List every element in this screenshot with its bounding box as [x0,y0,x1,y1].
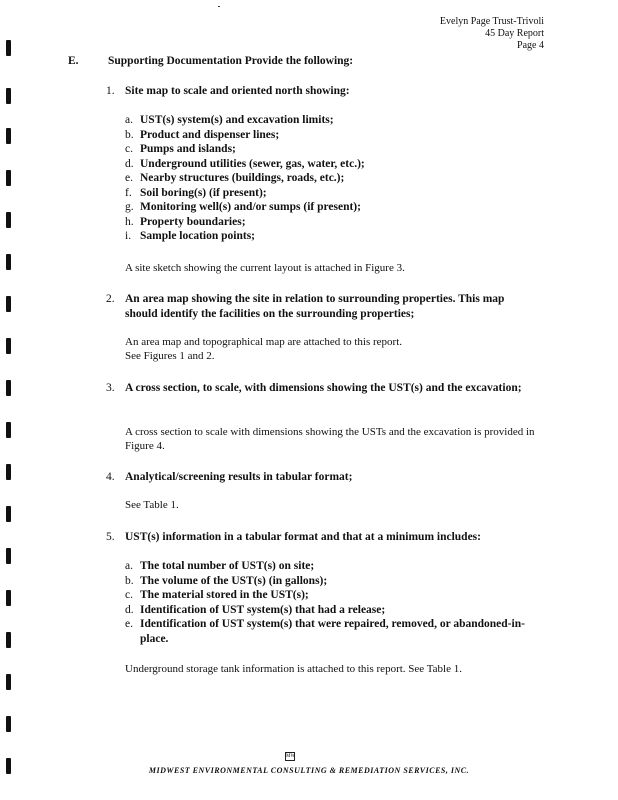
item-number: 5. [106,531,115,543]
list-item-text: Pumps and islands; [140,143,236,155]
item-3-note: A cross section to scale with dimensions showing the USTs and the excavation is provided in Figure 4. [125,426,535,452]
binder-mark [6,296,11,312]
list-item [125,113,545,128]
list-item [125,588,543,603]
item-heading-text: An area map showing the site in relation to surrounding properties. This map should identify the facilities on the surrounding properties; [125,293,505,320]
item-number: 2. [106,293,115,305]
list-item-letter: a. [125,114,133,126]
item-5-heading [106,530,538,545]
binder-mark [6,590,11,606]
list-item-letter: c. [125,589,133,601]
list-item-text: The total number of UST(s) on site; [140,560,315,572]
note-line: An area map and topographical map are attached to this report. [125,336,403,348]
list-item-text: Identification of UST system(s) that had a release; [140,603,386,616]
item-2-note [125,335,545,363]
binder-mark [6,548,11,564]
binder-mark [6,380,11,396]
item-2-heading [106,292,538,321]
list-item-letter: b. [125,128,134,141]
list-item [125,617,543,646]
binder-mark [6,464,11,480]
list-item-letter: d. [125,157,134,170]
list-item-text: The material stored in the UST(s); [140,589,309,601]
binder-mark [6,506,11,522]
item-heading-text: Site map to scale and oriented north showing: [125,85,350,97]
binder-mark [6,338,11,354]
list-item [125,128,545,143]
list-item-letter: b. [125,574,134,587]
item-1-note: A site sketch showing the current layout is attached in Figure 3. [125,262,405,274]
note-line: See Figures 1 and 2. [125,350,215,362]
list-item-text: Nearby structures (buildings, roads, etc.); [140,172,345,184]
header-report-name: Evelyn Page Trust-Trivoli [439,16,544,27]
item-1-heading [106,84,538,99]
item-number: 4. [106,471,115,483]
binder-mark [6,716,11,732]
scan-speck [218,6,220,7]
list-item [125,603,543,618]
list-item-letter: h. [125,215,134,228]
list-item-text: UST(s) system(s) and excavation limits; [140,114,334,126]
header-report-type: 45 Day Report [485,28,544,39]
item-number: 1. [106,85,115,97]
list-item [125,215,545,230]
list-item [125,157,545,172]
list-item-letter: c. [125,143,133,155]
item-1-sublist [125,113,545,244]
list-item-letter: a. [125,560,133,572]
list-item-letter: e. [125,172,133,184]
binder-mark [6,88,11,104]
item-5-sublist [125,559,543,646]
list-item-letter: f. [125,186,132,199]
list-item-text: Soil boring(s) (if present); [140,186,267,199]
item-5-note: Underground storage tank information is attached to this report. See Table 1. [125,663,462,675]
binder-mark [6,212,11,228]
binder-mark [6,674,11,690]
section-heading [68,55,353,67]
binder-mark [6,170,11,186]
list-item-letter: e. [125,618,133,630]
item-3-heading [106,381,538,396]
list-item-text: Sample location points; [140,230,256,242]
list-item [125,186,545,201]
section-letter: E. [68,55,79,67]
item-heading-text: A cross section, to scale, with dimensions showing the UST(s) and the excavation; [125,382,522,394]
item-heading-text: UST(s) information in a tabular format and that at a minimum includes: [125,531,481,543]
item-heading-text: Analytical/screening results in tabular format; [125,471,353,483]
company-logo: MW [286,754,296,759]
list-item [125,559,543,574]
header-page-number: Page 4 [517,40,544,51]
list-item-text: The volume of the UST(s) (in gallons); [140,574,328,587]
page-footer: MIDWEST ENVIRONMENTAL CONSULTING & REMEDIATION SERVICES, INC. [148,766,470,775]
list-item-text: Underground utilities (sewer, gas, water, etc.); [140,157,365,170]
list-item [125,171,545,186]
binder-mark [6,254,11,270]
list-item [125,574,543,589]
section-title: Supporting Documentation Provide the following: [108,55,354,67]
list-item-text: Identification of UST system(s) that were repaired, removed, or abandoned-in-place. [140,618,525,645]
list-item-text: Property boundaries; [140,215,246,228]
binder-mark [6,40,11,56]
list-item [125,142,545,157]
item-4-heading [106,470,538,485]
list-item-text: Product and dispenser lines; [140,128,280,141]
page-header [440,16,544,52]
binder-mark [6,422,11,438]
binder-mark [6,632,11,648]
item-number: 3. [106,382,115,394]
list-item [125,200,545,215]
binder-mark [6,128,11,144]
list-item-letter: g. [125,201,134,213]
item-4-note: See Table 1. [125,499,179,511]
list-item-text: Monitoring well(s) and/or sumps (if present); [140,201,361,213]
list-item-letter: i. [125,230,132,242]
list-item-letter: d. [125,603,134,616]
list-item [125,229,545,244]
